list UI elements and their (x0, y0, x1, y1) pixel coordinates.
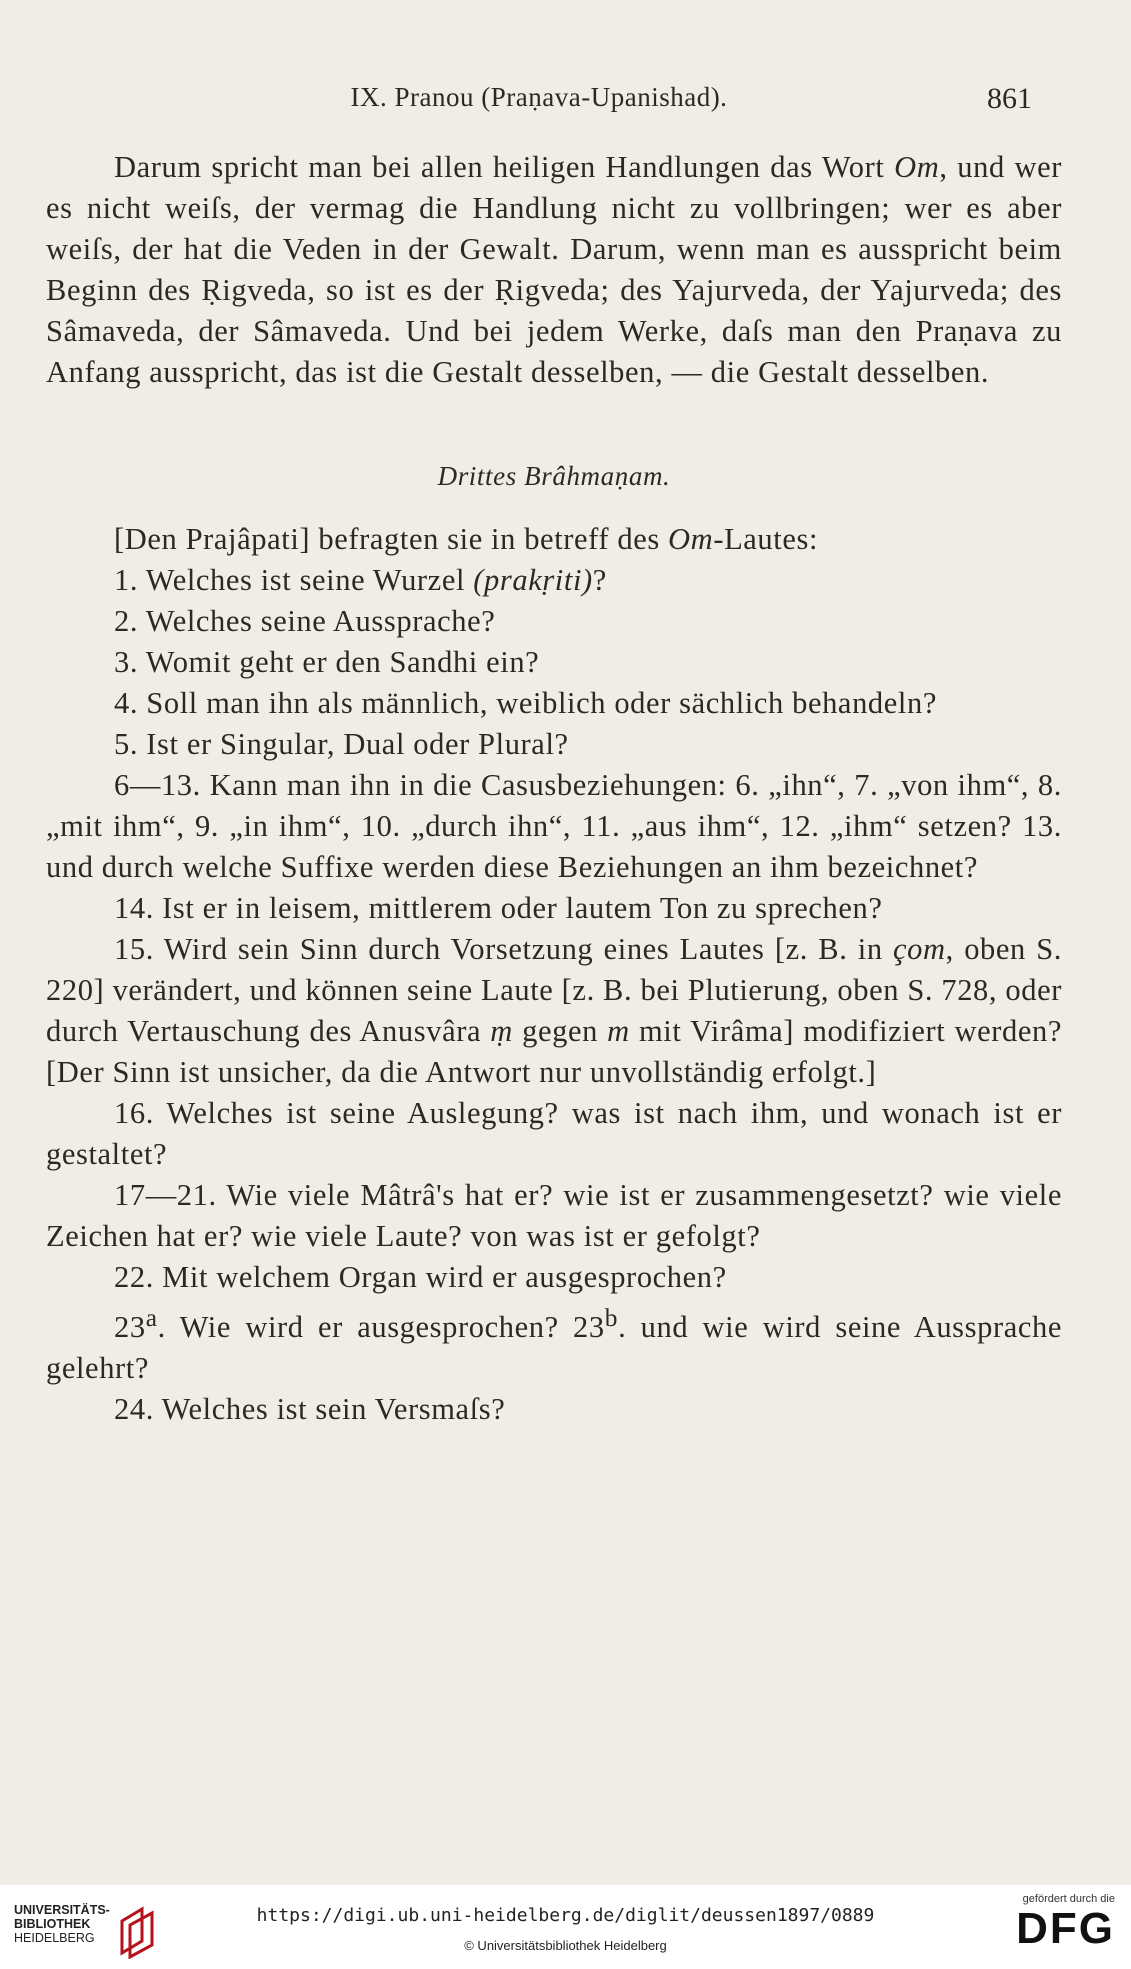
dfg-caption: gefördert durch die (1022, 1893, 1115, 1905)
question: 3. Womit geht er den Sandhi ein? (114, 645, 540, 679)
running-title: IX. Pranou (Praṇava-Upanishad). (350, 82, 728, 112)
footer-bar (0, 1885, 1131, 1969)
question: 16. Welches ist seine Auslegung? was ist nach ihm, und wonach ist er gestaltet? (46, 1096, 1062, 1171)
library-name-line: HEIDELBERG (14, 1931, 95, 1945)
question: 2. Welches seine Aussprache? (114, 604, 496, 638)
question: 14. Ist er in leisem, mittlerem oder lautem Ton zu sprechen? (114, 891, 883, 925)
library-name-line: UNIVERSITÄTS- (14, 1903, 110, 1917)
running-header (46, 82, 1032, 122)
question: 6—13. Kann man ihn in die Casusbeziehungen: 6. „ihn“, 7. „von ihm“, 8. „mit ihm“, 9. „in ihm“, 10. „durch ihn“, 11. „aus ihm“, 12. „ihm“ setzen? 13. und durch welche Suffixe werden diese Beziehungen an ihm bezeichnet? (46, 768, 1062, 884)
paragraph: [Den Prajâpati] befragten sie in betreff des Om-Lautes: (114, 522, 819, 556)
permalink-url[interactable]: https://digi.ub.uni-heidelberg.de/diglit/deussen1897/0889 (256, 1905, 875, 1926)
copyright-notice: © Universitätsbibliothek Heidelberg (464, 1938, 667, 1953)
question: 22. Mit welchem Organ wird er ausgesprochen? (114, 1260, 727, 1294)
section-heading: Drittes Brâhmaṇam. (437, 461, 671, 491)
question: 5. Ist er Singular, Dual oder Plural? (114, 727, 569, 761)
question: 24. Welches ist sein Versmaſs? (114, 1392, 506, 1427)
question: 15. Wird sein Sinn durch Vorsetzung eines Lautes [z. B. in çom, oben S. 220] verändert, und können seine Laute [z. B. bei Plutierung, oben S. 728, oder durch Vertauschung des Anusvâra ṃ gegen m mit Virâma] modifiziert werden? [Der Sinn ist unsicher, da die Antwort nur unvollständig erfolgt.] (46, 932, 1063, 1089)
library-name-line: BIBLIOTHEK (14, 1917, 91, 1931)
question: 1. Welches ist seine Wurzel (prakṛiti)? (114, 563, 607, 597)
paragraph: Darum spricht man bei allen heiligen Handlungen das Wort Om, und wer es nicht weiſs, der vermag die Handlung nicht zu vollbringen; wer es aber weiſs, der hat die Veden in der Gewalt. Darum, wenn man es ausspricht beim Beginn des Ṛigveda, so ist es der Ṛigveda; des Yajurveda, der Yajurveda; des Sâmaveda, der Sâmaveda. Und bei jedem Werke, daſs man den Praṇava zu Anfang ausspricht, das ist die Gestalt desselben, — die Gestalt desselben. (46, 150, 1062, 389)
dfg-wordmark: DFG (1016, 1904, 1115, 1953)
question: 17—21. Wie viele Mâtrâ's hat er? wie ist er zusammengesetzt? wie viele Zeichen hat er? wie viele Laute? von was ist er gefolgt? (46, 1178, 1062, 1253)
question: 4. Soll man ihn als männlich, weiblich oder sächlich behandeln? (114, 686, 937, 720)
dfg-logo[interactable] (1003, 1893, 1115, 1963)
body-text (46, 147, 1062, 1430)
page-number: 861 (987, 82, 1032, 115)
question: 23$^a$. Wie wird er ausgesprochen? 23$^b$. und wie wird seine Aussprache gelehrt? (46, 1304, 1062, 1386)
